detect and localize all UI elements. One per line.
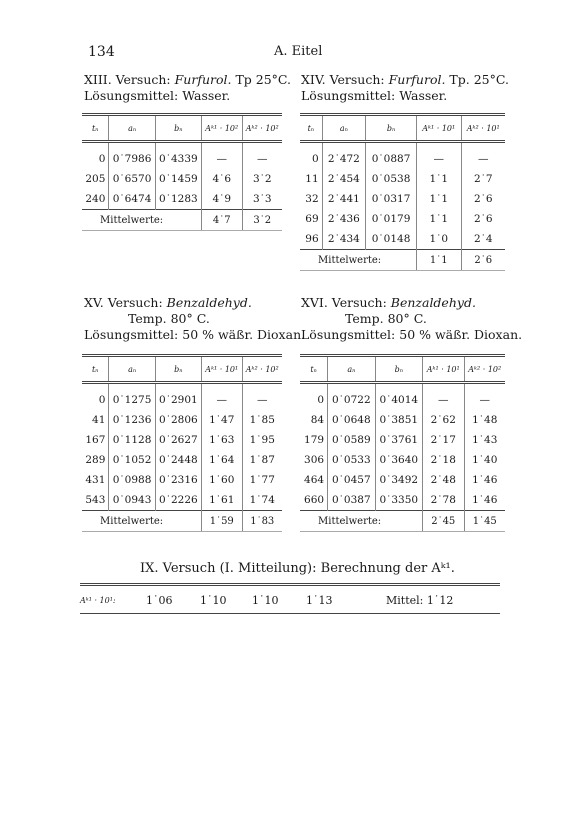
- mittel-k2: 1˙45: [464, 511, 505, 532]
- cell: 0˙2901: [155, 383, 201, 411]
- title-substance: Furfurol.: [388, 72, 446, 87]
- temperature-line: Temp. 80° C.: [128, 311, 210, 326]
- table-row: [82, 410, 282, 430]
- col-header-a: aₙ: [109, 356, 155, 383]
- cell: 2˙48: [423, 470, 465, 490]
- col-header-b: bₙ: [366, 115, 417, 142]
- experiment-title: [301, 295, 515, 311]
- cell: 0˙3640: [375, 450, 422, 470]
- cell: 0˙0988: [109, 470, 155, 490]
- cell: 0˙4339: [155, 142, 201, 170]
- cell: 0˙1459: [155, 169, 201, 189]
- cell: 0˙0179: [366, 209, 417, 229]
- col-header-k2: Aᵏ² · 10²: [464, 356, 505, 383]
- col-header-t: tₙ: [82, 115, 109, 142]
- cell: 3˙3: [242, 189, 282, 210]
- cell: 464: [304, 474, 325, 486]
- ix-top-rule: [80, 583, 500, 586]
- table-row: [300, 229, 505, 250]
- cell: 0˙3851: [375, 410, 422, 430]
- cell: 84: [310, 414, 325, 426]
- mittel-k1: 4˙7: [202, 210, 242, 231]
- cell: —: [202, 383, 242, 411]
- table-row: [300, 169, 505, 189]
- cell: 0˙3492: [375, 470, 422, 490]
- col-header-a: aₙ: [109, 115, 155, 142]
- data-table-15: [82, 354, 282, 532]
- mittelwerte-row: [82, 210, 282, 231]
- col-header-k1: Aᵏ¹ · 10²: [202, 115, 242, 142]
- col-header-k1: Aᵏ¹ · 10¹: [417, 115, 462, 142]
- cell: 2˙441: [322, 189, 365, 209]
- mittel-k2: 3˙2: [242, 210, 282, 231]
- solvent-line: Lösungsmittel: 50 % wäßr. Dioxan.: [84, 327, 306, 342]
- cell: 2˙18: [423, 450, 465, 470]
- cell: 4˙6: [202, 169, 242, 189]
- cell: 0˙2627: [155, 430, 201, 450]
- cell: 0: [98, 394, 106, 406]
- table-row: [82, 383, 282, 411]
- experiment-title: [84, 295, 298, 311]
- cell: 1˙63: [202, 430, 242, 450]
- cell: 0˙2316: [155, 470, 201, 490]
- experiment-block-16: [301, 295, 523, 343]
- cell: 0˙0387: [328, 490, 375, 511]
- col-header-t: tₙ: [300, 115, 322, 142]
- title-prefix: XVI. Versuch:: [301, 295, 391, 310]
- cell: 0˙1236: [109, 410, 155, 430]
- cell: —: [461, 142, 505, 170]
- title-substance: Benzaldehyd.: [166, 295, 252, 310]
- cell: 1˙40: [464, 450, 505, 470]
- cell: 0˙3350: [375, 490, 422, 511]
- title-prefix: XIII. Versuch:: [84, 72, 175, 87]
- ix-label: Aᵏ¹ · 10¹:: [80, 596, 116, 605]
- ix-bottom-rule: [80, 613, 500, 614]
- solvent-line: Lösungsmittel: 50 % wäßr. Dioxan.: [301, 327, 523, 342]
- cell: 0˙6474: [109, 189, 155, 210]
- cell: 0˙0943: [109, 490, 155, 511]
- table-row: [82, 490, 282, 511]
- cell: 543: [85, 494, 106, 506]
- table-row: [82, 470, 282, 490]
- cell: 306: [304, 454, 325, 466]
- cell: 0˙2806: [155, 410, 201, 430]
- col-header-k2: Aᵏ² · 10²: [242, 115, 282, 142]
- cell: 1˙1: [417, 169, 462, 189]
- col-header-k2: Aᵏ² · 10²: [242, 356, 282, 383]
- cell: 2˙4: [461, 229, 505, 250]
- cell: 289: [85, 454, 106, 466]
- experiment-block-15: [84, 295, 306, 343]
- title-prefix: XIV. Versuch:: [301, 72, 389, 87]
- cell: —: [202, 142, 242, 170]
- cell: 0˙3761: [375, 430, 422, 450]
- cell: 2˙6: [461, 209, 505, 229]
- ix-value: 1˙10: [200, 594, 227, 607]
- cell: 0: [317, 394, 325, 406]
- cell: 1˙0: [417, 229, 462, 250]
- running-head: A. Eitel: [274, 44, 323, 59]
- table-row: [82, 142, 282, 170]
- cell: 0˙1283: [155, 189, 201, 210]
- cell: 1˙61: [202, 490, 242, 511]
- cell: 2˙78: [423, 490, 465, 511]
- col-header-t: tₙ: [300, 356, 328, 383]
- mittelwerte-label: Mittelwerte:: [82, 511, 202, 532]
- cell: 0˙0538: [366, 169, 417, 189]
- cell: 240: [85, 193, 106, 205]
- experiment-title: [84, 72, 298, 88]
- cell: 0˙1275: [109, 383, 155, 411]
- cell: 0˙1052: [109, 450, 155, 470]
- cell: 660: [304, 494, 325, 506]
- col-header-a: aₙ: [328, 356, 375, 383]
- table-row: [300, 410, 505, 430]
- cell: —: [242, 142, 282, 170]
- cell: 0˙2226: [155, 490, 201, 511]
- cell: 431: [85, 474, 106, 486]
- title-substance: Benzaldehyd.: [390, 295, 476, 310]
- table-row: [300, 490, 505, 511]
- mittelwerte-row: [300, 511, 505, 532]
- cell: 0: [98, 153, 106, 165]
- cell: 1˙1: [417, 189, 462, 209]
- cell: 179: [304, 434, 325, 446]
- cell: 1˙47: [202, 410, 242, 430]
- table-row: [300, 142, 505, 170]
- cell: 0˙0589: [328, 430, 375, 450]
- col-header-k1: Aᵏ¹ · 10¹: [423, 356, 465, 383]
- cell: 41: [92, 414, 106, 426]
- table-row: [300, 470, 505, 490]
- cell: 11: [305, 173, 319, 185]
- mittel-k2: 2˙6: [461, 250, 505, 271]
- cell: 69: [305, 213, 319, 225]
- cell: 2˙472: [322, 142, 365, 170]
- cell: 0˙6570: [109, 169, 155, 189]
- cell: 0: [311, 153, 319, 165]
- ix-mittel: Mittel: 1˙12: [386, 594, 454, 607]
- data-table-14: [300, 113, 505, 271]
- cell: —: [417, 142, 462, 170]
- col-header-k2: Aᵏ² · 10¹: [461, 115, 505, 142]
- cell: 1˙48: [464, 410, 505, 430]
- cell: 1˙95: [242, 430, 282, 450]
- title-suffix: Tp 25°C.: [231, 72, 292, 87]
- solvent-line: Lösungsmittel: Wasser.: [301, 88, 448, 103]
- col-header-t: tₙ: [82, 356, 109, 383]
- mittel-k1: 1˙59: [202, 511, 242, 532]
- cell: 2˙62: [423, 410, 465, 430]
- cell: 0˙0457: [328, 470, 375, 490]
- cell: 1˙46: [464, 470, 505, 490]
- cell: 2˙454: [322, 169, 365, 189]
- cell: 0˙2448: [155, 450, 201, 470]
- ix-title: IX. Versuch (I. Mitteilung): Berechnung der Aᵏ¹.: [140, 561, 455, 576]
- cell: 0˙0648: [328, 410, 375, 430]
- cell: 1˙60: [202, 470, 242, 490]
- mittelwerte-row: [82, 511, 282, 532]
- title-prefix: XV. Versuch:: [84, 295, 167, 310]
- mittel-k1: 2˙45: [423, 511, 465, 532]
- cell: 1˙43: [464, 430, 505, 450]
- cell: 1˙74: [242, 490, 282, 511]
- ix-value: 1˙13: [306, 594, 333, 607]
- ix-value: 1˙06: [146, 594, 173, 607]
- cell: 0˙0722: [328, 383, 375, 411]
- data-table-13: [82, 113, 282, 231]
- cell: 0˙4014: [375, 383, 422, 411]
- col-header-a: aₙ: [322, 115, 365, 142]
- cell: 3˙2: [242, 169, 282, 189]
- cell: 32: [305, 193, 319, 205]
- cell: 2˙7: [461, 169, 505, 189]
- cell: 1˙85: [242, 410, 282, 430]
- cell: 2˙434: [322, 229, 365, 250]
- cell: 2˙6: [461, 189, 505, 209]
- solvent-line: Lösungsmittel: Wasser.: [84, 88, 231, 103]
- cell: 0˙0148: [366, 229, 417, 250]
- table-row: [82, 169, 282, 189]
- experiment-title: [301, 72, 515, 88]
- cell: 205: [85, 173, 106, 185]
- col-header-b: bₙ: [155, 356, 201, 383]
- table-row: [300, 189, 505, 209]
- mittel-k2: 1˙83: [242, 511, 282, 532]
- page-number: 134: [88, 44, 115, 60]
- cell: 167: [85, 434, 106, 446]
- cell: 96: [305, 233, 319, 245]
- col-header-b: bₙ: [375, 356, 422, 383]
- cell: 4˙9: [202, 189, 242, 210]
- table-row: [82, 430, 282, 450]
- table-row: [82, 189, 282, 210]
- cell: 2˙436: [322, 209, 365, 229]
- cell: 1˙87: [242, 450, 282, 470]
- mittelwerte-label: Mittelwerte:: [300, 511, 423, 532]
- cell: 1˙1: [417, 209, 462, 229]
- cell: 1˙46: [464, 490, 505, 511]
- cell: 0˙0317: [366, 189, 417, 209]
- cell: 0˙0887: [366, 142, 417, 170]
- data-table-16: [300, 354, 505, 532]
- cell: 1˙64: [202, 450, 242, 470]
- table-row: [300, 430, 505, 450]
- cell: 0˙0533: [328, 450, 375, 470]
- ix-value: 1˙10: [252, 594, 279, 607]
- mittel-k1: 1˙1: [417, 250, 462, 271]
- experiment-block-13: [84, 72, 298, 104]
- experiment-block-14: [301, 72, 515, 104]
- table-row: [300, 209, 505, 229]
- cell: —: [423, 383, 465, 411]
- cell: 0˙1128: [109, 430, 155, 450]
- cell: —: [242, 383, 282, 411]
- table-row: [300, 383, 505, 411]
- mittelwerte-label: Mittelwerte:: [300, 250, 417, 271]
- cell: 1˙77: [242, 470, 282, 490]
- table-row: [300, 450, 505, 470]
- cell: 2˙17: [423, 430, 465, 450]
- title-suffix: Tp. 25°C.: [445, 72, 509, 87]
- mittelwerte-label: Mittelwerte:: [82, 210, 202, 231]
- cell: —: [464, 383, 505, 411]
- table-row: [82, 450, 282, 470]
- mittelwerte-row: [300, 250, 505, 271]
- temperature-line: Temp. 80° C.: [345, 311, 427, 326]
- cell: 0˙7986: [109, 142, 155, 170]
- col-header-b: bₙ: [155, 115, 201, 142]
- title-substance: Furfurol.: [174, 72, 232, 87]
- col-header-k1: Aᵏ¹ · 10¹: [202, 356, 242, 383]
